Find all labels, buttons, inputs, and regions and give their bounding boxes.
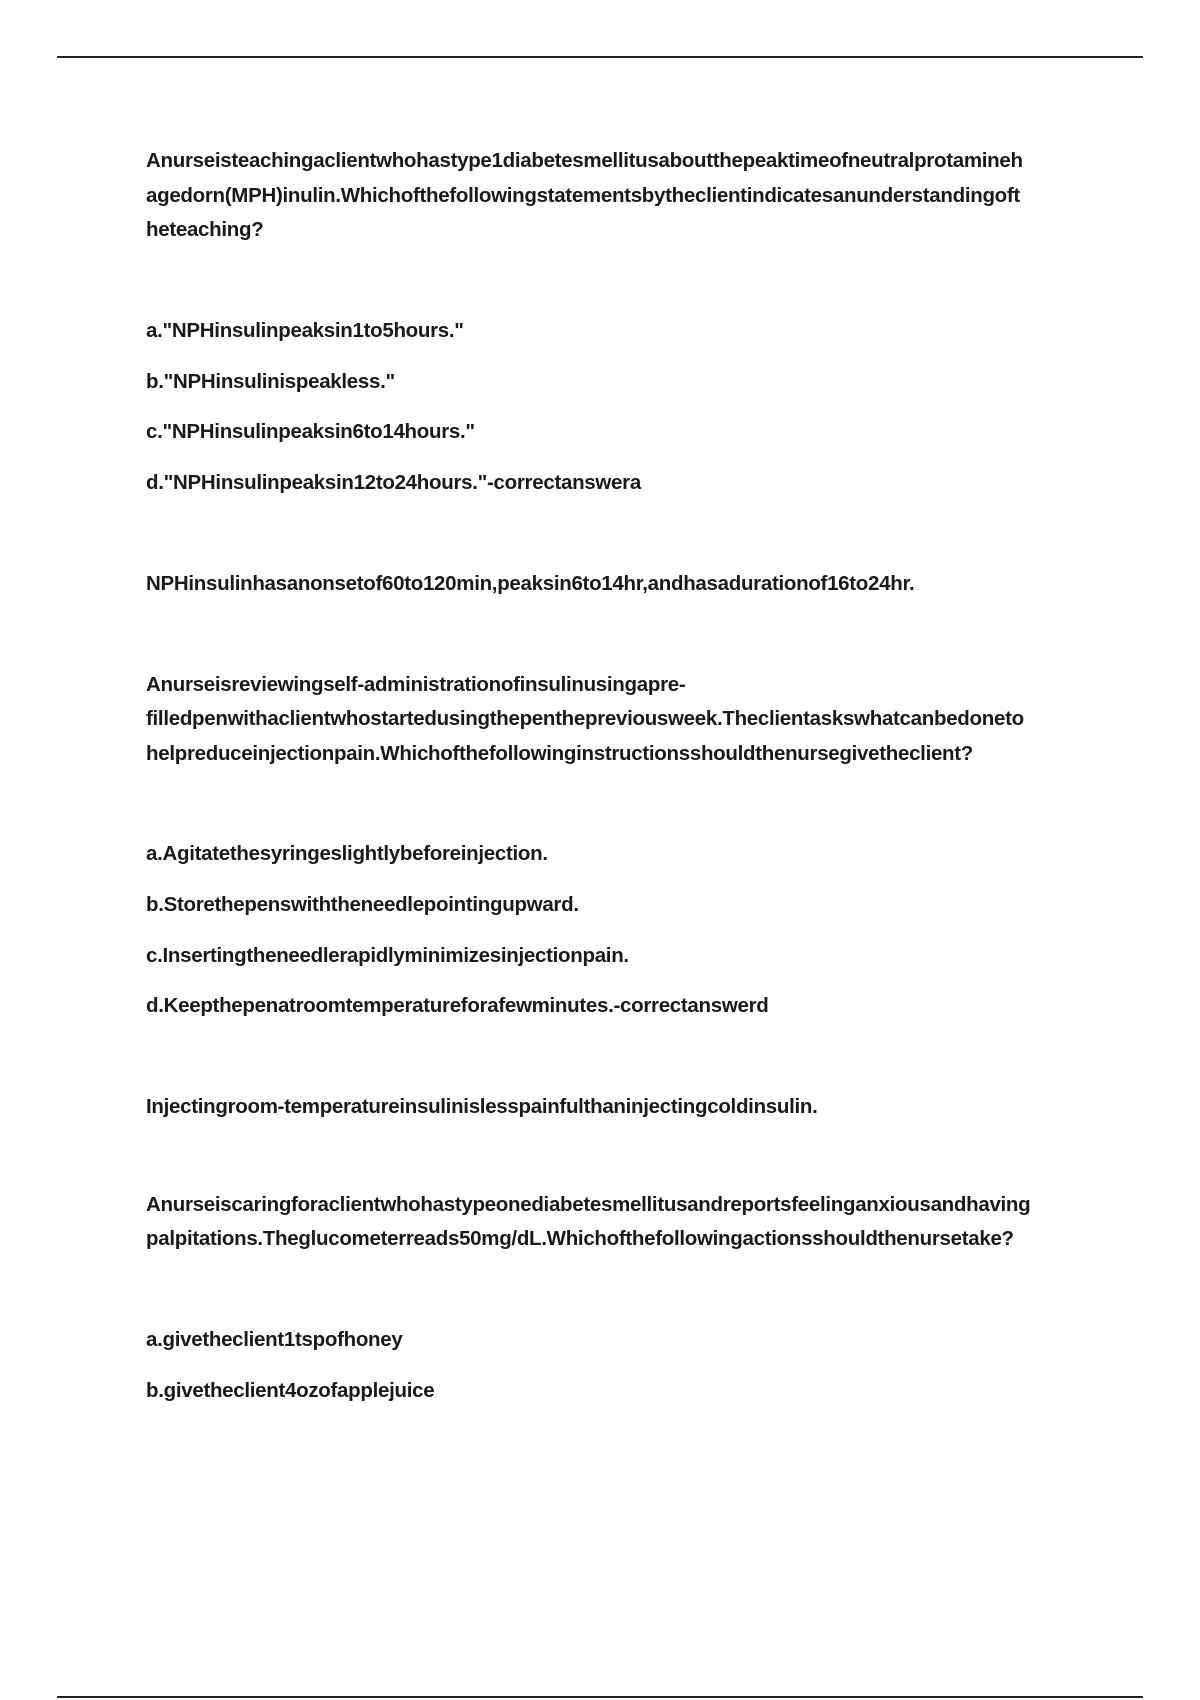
question-3-stem-line-2: palpitations.Theglucometerreads50mg/dL.Whichofthefollowingactionsshouldthenursetake? — [146, 1227, 1014, 1250]
question-1-option-d: d."NPHinsulinpeaksin12to24hours."-correctanswera — [146, 471, 641, 494]
question-2-rationale: Injectingroom-temperatureinsulinislesspainfulthaninjectingcoldinsulin. — [146, 1095, 818, 1118]
question-2-option-a: a.Agitatethesyringeslightlybeforeinjection. — [146, 842, 548, 865]
question-3-option-a: a.givetheclient1tspofhoney — [146, 1328, 403, 1351]
header-rule — [57, 56, 1143, 58]
question-2-option-b: b.Storethepenswiththeneedlepointingupward. — [146, 893, 579, 916]
question-2-option-c: c.Insertingtheneedlerapidlyminimizesinjectionpain. — [146, 944, 629, 967]
question-1-option-b: b."NPHinsulinispeakless." — [146, 370, 395, 393]
question-1-stem-line-3: heteaching? — [146, 218, 264, 241]
question-1-stem-line-1: Anurseisteachingaclientwhohastype1diabetesmellitusaboutthepeaktimeofneutralprotamineh — [146, 149, 1023, 172]
question-3-option-b: b.givetheclient4ozofapplejuice — [146, 1379, 435, 1402]
question-1-stem-line-2: agedorn(MPH)inulin.Whichofthefollowingstatementsbytheclientindicatesanunderstandingoft — [146, 184, 1020, 207]
question-3-stem-line-1: Anurseiscaringforaclientwhohastypeonediabetesmellitusandreportsfeelinganxiousandhaving — [146, 1193, 1031, 1216]
question-1-rationale: NPHinsulinhasanonsetof60to120min,peaksin6to14hr,andhasadurationof16to24hr. — [146, 572, 915, 595]
question-1-option-c: c."NPHinsulinpeaksin6to14hours." — [146, 420, 475, 443]
question-1-option-a: a."NPHinsulinpeaksin1to5hours." — [146, 319, 464, 342]
question-2-stem-line-2: filledpenwithaclientwhostartedusingthepenthepreviousweek.Theclientaskswhatcanbedoneto — [146, 707, 1024, 730]
footer-rule — [57, 1696, 1143, 1698]
question-2-stem-line-1: Anurseisreviewingself-administrationofinsulinusingapre- — [146, 673, 686, 696]
question-2-option-d: d.Keepthepenatroomtemperatureforafewminutes.-correctanswerd — [146, 994, 769, 1017]
question-2-stem-line-3: helpreduceinjectionpain.Whichofthefollowinginstructionsshouldthenursegivetheclient? — [146, 742, 974, 765]
